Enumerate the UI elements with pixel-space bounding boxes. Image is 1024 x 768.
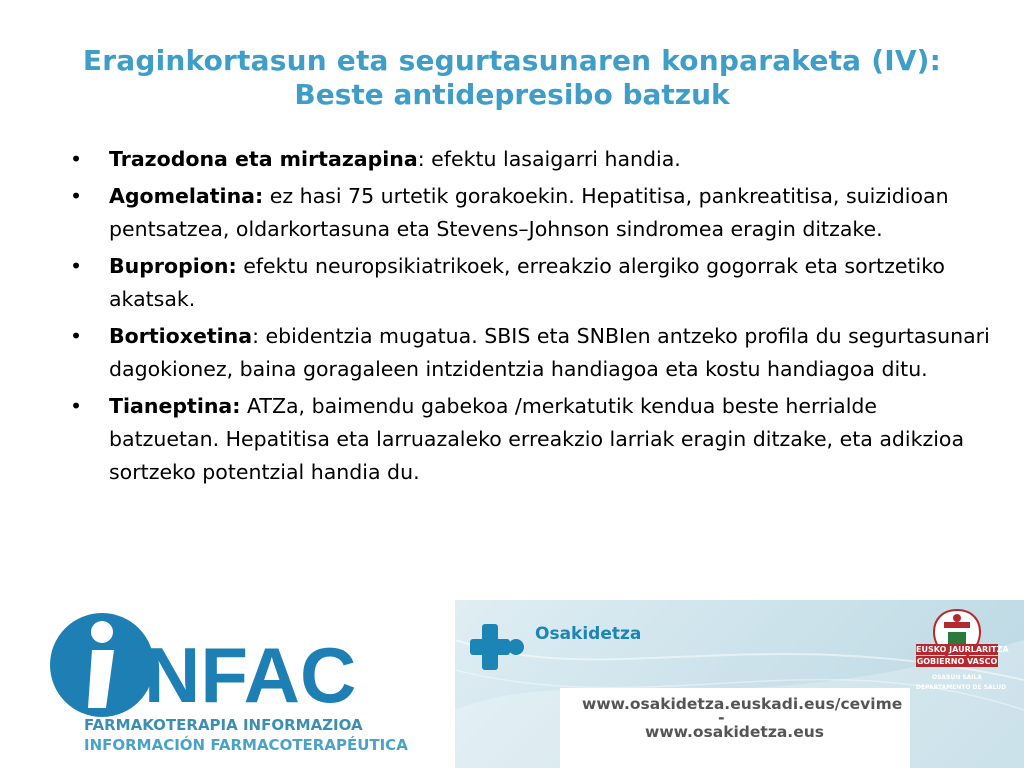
gv-dept-es: DEPARTAMENTO DE SALUD (916, 684, 1007, 691)
bullet-term: Agomelatina: (109, 184, 264, 208)
bullet-term: Trazodona eta mirtazapina (109, 147, 418, 171)
gv-label-eu: EUSKO JAURLARITZA (916, 645, 1009, 654)
bullet-dot: • (70, 324, 83, 348)
gv-label-es: GOBIERNO VASCO (916, 657, 998, 666)
bullet-item-trazodona (70, 143, 990, 176)
bullet-dot: • (70, 394, 83, 418)
bullet-list (70, 143, 990, 493)
bullet-text: efektu neuropsikiatrikoek, erreakzio alergiko gogorrak eta sortzetiko akatsak. (109, 254, 945, 311)
url-cevime[interactable]: www.osakidetza.euskadi.eus/cevime (582, 695, 903, 713)
bullet-term: Bupropion: (109, 254, 237, 278)
infac-subtitle-eu: FARMAKOTERAPIA INFORMAZIOA (84, 716, 363, 734)
gv-dept-eu: OSASUN SAILA (931, 674, 983, 681)
bullet-text: : ebidentzia mugatua. SBIS eta SNBIen antzeko profila du segurtasunari dagokionez, baina goragaleen intzidentzia handiagoa eta kostu handiagoa ditu. (109, 324, 990, 381)
infac-subtitle-es: INFORMACIÓN FARMACOTERAPÉUTICA (84, 736, 408, 754)
bullet-term: Tianeptina: (109, 394, 241, 418)
bullet-item-tianeptina (70, 390, 990, 489)
bullet-item-bortioxetina (70, 320, 990, 386)
bullet-dot: • (70, 184, 83, 208)
bullet-item-agomelatina (70, 180, 990, 246)
bullet-dot: • (70, 254, 83, 278)
bullet-term: Bortioxetina (109, 324, 253, 348)
infac-logo-dot (91, 621, 113, 643)
bullet-text: ATZa, baimendu gabekoa /merkatutik kendua beste herrialde batzuetan. Hepatitisa eta larruazaleko erreakzio larriak eragin ditzake, eta adikzioa sortzeko potentzial handia du. (109, 394, 965, 484)
slide-title (20, 44, 1004, 112)
infac-logo (44, 610, 374, 720)
osakidetza-cross-icon (470, 624, 526, 670)
slide-title-line1: Eraginkortasun eta segurtasunaren konparaketa (IV): (82, 44, 942, 77)
osakidetza-name: Osakidetza (535, 624, 642, 644)
infac-logo-text: NFAC (144, 631, 357, 719)
url-separator: - (718, 708, 725, 727)
slide-title-line2: Beste antidepresibo batzuk (294, 78, 730, 111)
bullet-text: ez hasi 75 urtetik gorakoekin. Hepatitisa, pankreatitisa, suizidioan pentsatzea, oldarkortasuna eta Stevens–Johnson sindromea eragin ditzake. (109, 184, 949, 241)
bullet-dot: • (70, 147, 83, 171)
bullet-text: : efektu lasaigarri handia. (417, 147, 681, 171)
bullet-item-bupropion (70, 250, 990, 316)
url-osakidetza[interactable]: www.osakidetza.eus (645, 723, 824, 741)
